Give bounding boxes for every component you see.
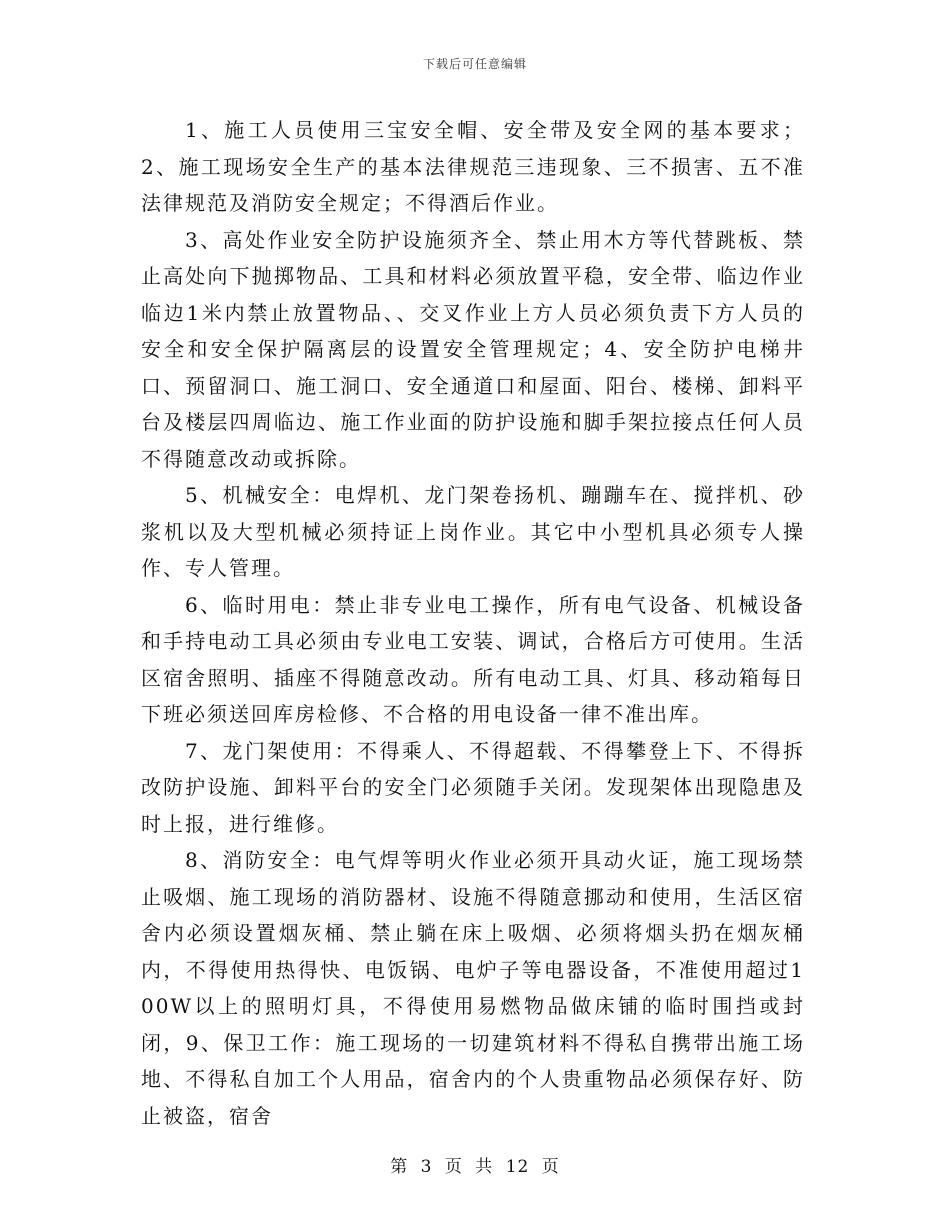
- page-header: 下载后可任意编辑: [422, 57, 527, 71]
- document-body: [141, 112, 805, 1134]
- paragraph-1: 1、施工人员使用三宝安全帽、安全带及安全网的基本要求；2、施工现场安全生产的基本法律规范三违现象、三不损害、五不准法律规范及消防安全规定；不得酒后作业。: [141, 118, 805, 215]
- paragraph-5: 7、龙门架使用：不得乘人、不得超载、不得攀登上下、不得拆改防护设施、卸料平台的安全门必须随手关闭。发现架体出现隐患及时上报，进行维修。: [141, 738, 805, 836]
- page-number-footer: 第 3 页 共 12 页: [390, 1157, 560, 1177]
- paragraph-4: 6、临时用电：禁止非专业电工操作，所有电气设备、机械设备和手持电动工具必须由专业电工安装、调试，合格后方可使用。生活区宿舍照明、插座不得随意改动。所有电动工具、灯具、移动箱每日下班必须送回库房检修、不合格的用电设备一律不准出库。: [141, 592, 805, 726]
- paragraph-2: 3、高处作业安全防护设施须齐全、禁止用木方等代替跳板、禁止高处向下抛掷物品、工具和材料必须放置平稳，安全带、临边作业临边1米内禁止放置物品、、交叉作业上方人员必须负责下方人员的安全和安全保护隔离层的设置安全管理规定；4、安全防护电梯井口、预留洞口、施工洞口、安全通道口和屋面、阳台、楼梯、卸料平台及楼层四周临边、施工作业面的防护设施和脚手架拉接点任何人员不得随意改动或拆除。: [141, 227, 805, 471]
- paragraph-3: 5、机械安全：电焊机、龙门架卷扬机、蹦蹦车在、搅拌机、砂浆机以及大型机械必须持证上岗作业。其它中小型机具必须专人操作、专人管理。: [141, 483, 805, 580]
- paragraph-6: 8、消防安全：电气焊等明火作业必须开具动火证，施工现场禁止吸烟、施工现场的消防器材、设施不得随意挪动和使用，生活区宿舍内必须设置烟灰桶、禁止躺在床上吸烟、必须将烟头扔在烟灰桶内，不得使用热得快、电饭锅、电炉子等电器设备，不准使用超过100W以上的照明灯具，不得使用易燃物品做床铺的临时围挡或封闭，9、保卫工作：施工现场的一切建筑材料不得私自携带出施工场地、不得私自加工个人用品，宿舍内的个人贵重物品必须保存好、防止被盗，宿舍: [141, 848, 805, 1128]
